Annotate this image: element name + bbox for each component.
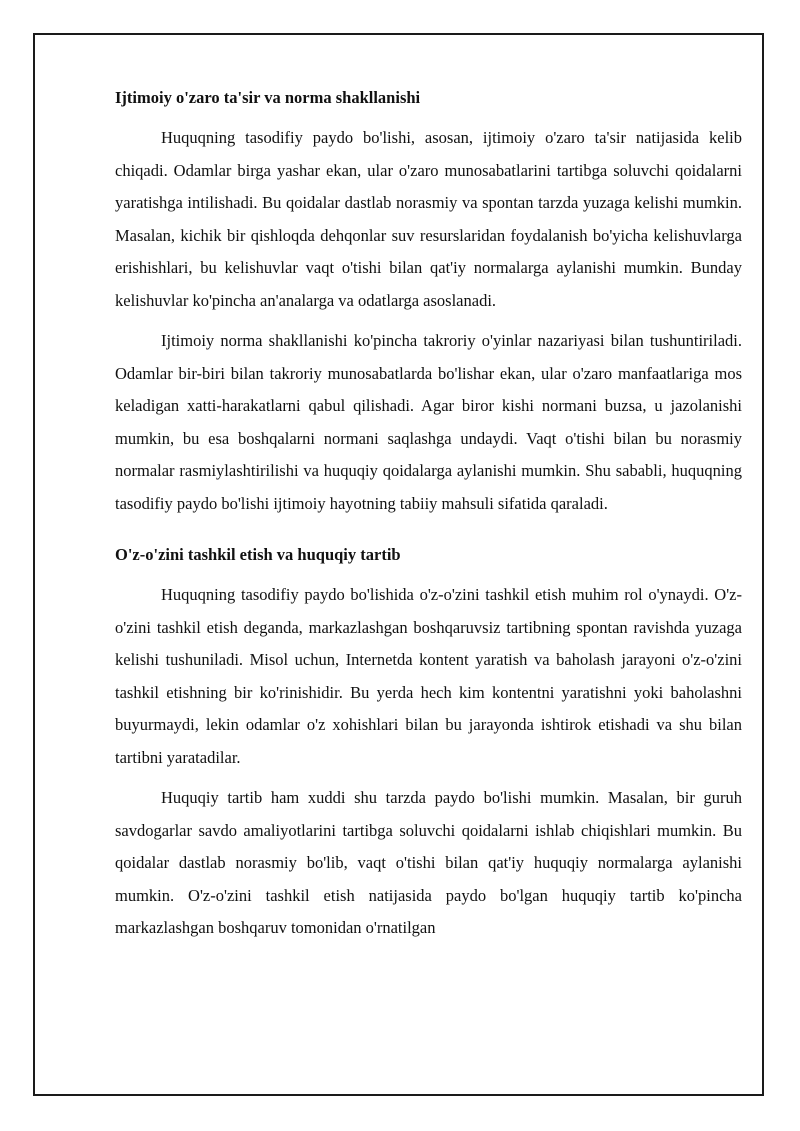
paragraph: Huquqiy tartib ham xuddi shu tarzda paydo bo'lishi mumkin. Masalan, bir guruh savdogarlar savdo amaliyotlarini tartibga soluvchi qoidalarni ishlab chiqishlari mumkin. Bu qoidalar dastlab norasmiy bo'lib, vaqt o'tishi bilan qat'iy huquqiy normalarga aylanishi mumkin. O'z-o'zini tashkil etish natijasida paydo bo'lgan huquqiy tartib ko'pincha markazlashgan boshqaruv tomonidan o'rnatilgan bbox=[115, 788, 742, 937]
paragraph: Huquqning tasodifiy paydo bo'lishi, asosan, ijtimoiy o'zaro ta'sir natijasida kelib chiqadi. Odamlar birga yashar ekan, ular o'zaro munosabatlarini tartibga soluvchi qoidalarni yaratishga intilishadi. Bu qoidalar dastlab norasmiy va spontan tarzda yuzaga kelishi mumkin. Masalan, kichik bir qishloqda dehqonlar suv resurslaridan foydalanish bo'yicha kelishuvlarga erishishlari, bu kelishuvlar vaqt o'tishi bilan qat'iy normalarga aylanishi mumkin. Bunday kelishuvlar ko'pincha an'analarga va odatlarga asoslanadi. bbox=[115, 128, 742, 310]
section-heading-self-organization: O'z-o'zini tashkil etish va huquqiy tartib bbox=[115, 545, 401, 564]
section-heading-social-interaction: Ijtimoiy o'zaro ta'sir va norma shakllanishi bbox=[115, 88, 421, 107]
document-body bbox=[115, 87, 742, 953]
paragraph: Ijtimoiy norma shakllanishi ko'pincha takroriy o'yinlar nazariyasi bilan tushuntiriladi. Odamlar bir-biri bilan takroriy munosabatlarda bo'lishar ekan, ular o'zaro manfaatlariga mos keladigan xatti-harakatlarni qabul qilishadi. Agar biror kishi normani buzsa, u jazolanishi mumkin, bu esa boshqalarni normani saqlashga undaydi. Vaqt o'tishi bilan bu norasmiy normalar rasmiylashtirilishi va huquqiy qoidalarga aylanishi mumkin. Shu sababli, huquqning tasodifiy paydo bo'lishi ijtimoiy hayotning tabiiy mahsuli sifatida qaraladi. bbox=[115, 331, 742, 513]
paragraph: Huquqning tasodifiy paydo bo'lishida o'z-o'zini tashkil etish muhim rol o'ynaydi. O'z-o'zini tashkil etish deganda, markazlashgan boshqaruvsiz tartibning spontan ravishda yuzaga kelishi tushuniladi. Misol uchun, Internetda kontent yaratish va baholash jarayoni o'z-o'zini tashkil etishning bir ko'rinishidir. Bu yerda hech kim kontentni yaratishni yoki baholashni buyurmaydi, lekin odamlar o'z xohishlari bilan bu jarayonda ishtirok etishadi va shu bilan tartibni yaratadilar. bbox=[115, 585, 742, 767]
